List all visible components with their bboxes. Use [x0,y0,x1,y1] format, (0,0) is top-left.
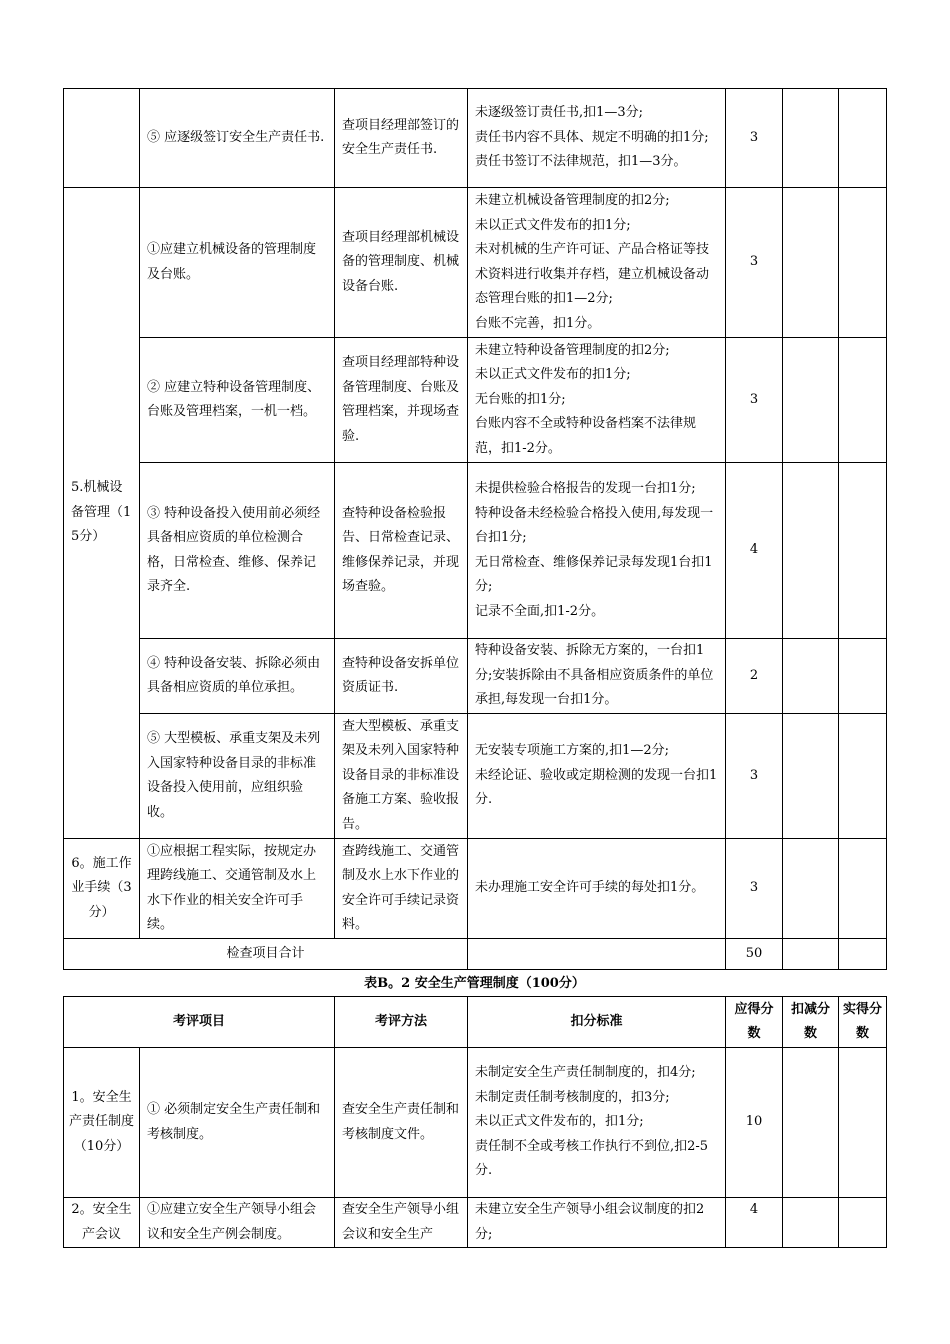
should-score-cell: 3 [726,188,783,338]
criteria-line: 未提供检验合格报告的发现一台扣1分; [475,481,696,496]
actual-score-cell [839,1198,887,1248]
scoring-table-continued [63,88,887,970]
item-cell [64,89,140,188]
deduct-score-cell [783,939,839,970]
deduct-score-cell [783,89,839,188]
table-row [64,714,887,839]
should-score-cell: 3 [726,839,783,939]
method-cell: 查特种设备检验报告、日常检查记录、维修保养记录，并现场查验。 [335,463,468,639]
actual-score-cell [839,714,887,839]
requirement-cell: ①应建立安全生产领导小组会议和安全生产例会制度。 [140,1198,335,1248]
criteria-line: 未建立特种设备管理制度的扣2分; [475,342,670,358]
actual-score-cell [839,338,887,463]
criteria-cell [468,939,726,970]
header-item: 考评项目 [64,997,335,1048]
header-row [64,997,887,1048]
requirement-cell: ② 应建立特种设备管理制度、台账及管理档案，一机一档。 [140,338,335,463]
table-row [64,639,887,714]
method-cell: 查项目经理部签订的安全生产责任书. [335,89,468,188]
criteria-line: 未对机械的生产许可证、产品合格证等技术资料进行收集并存档，建立机械设备动态管理台账的扣1—2分; [475,242,710,306]
header-should-score: 应得分数 [726,997,783,1048]
criteria-line: 未以正式文件发布的扣1分; [475,367,631,383]
criteria-cell [468,639,726,714]
deduct-score-cell [783,338,839,463]
should-score-cell: 2 [726,639,783,714]
criteria-line: 未建立安全生产领导小组会议制度的扣2分; [475,1202,705,1242]
deduct-score-cell [783,463,839,639]
criteria-cell [468,188,726,338]
should-score-cell: 3 [726,89,783,188]
criteria-line: 特种设备未经检验合格投入使用,每发现一台扣1分; [475,505,714,545]
criteria-line: 未办理施工安全许可手续的每处扣1分。 [475,880,705,896]
total-row [64,939,887,970]
requirement-cell: ① 必须制定安全生产责任制和考核制度。 [140,1048,335,1198]
criteria-line: 记录不全面,扣1-2分。 [475,603,605,619]
deduct-score-cell [783,1048,839,1198]
actual-score-cell [839,463,887,639]
table-row [64,338,887,463]
header-actual-score: 实得分数 [839,997,887,1048]
item-cell: 2。安全生产会议 [64,1198,140,1248]
method-cell: 查项目经理部特种设备管理制度、台账及管理档案，并现场查验. [335,338,468,463]
requirement-cell: ④ 特种设备安装、拆除必须由具备相应资质的单位承担。 [140,639,335,714]
method-cell: 查特种设备安拆单位资质证书. [335,639,468,714]
deduct-score-cell [783,839,839,939]
actual-score-cell [839,1048,887,1198]
criteria-line: 台账不完善，扣1分。 [475,315,601,331]
criteria-line: 无台账的扣1分; [475,391,566,407]
criteria-line: 无日常检查、维修保养记录每发现1台扣1分; [475,554,713,594]
table-caption: 表B。2 安全生产管理制度（100分） [364,976,585,991]
criteria-line: 未制定安全生产责任制制度的，扣4分; [475,1065,696,1081]
table-row [64,1048,887,1198]
criteria-line: 未以正式文件发布的，扣1分; [475,1114,644,1130]
requirement-cell: ⑤ 应逐级签订安全生产责任书. [140,89,335,188]
requirement-cell: ⑤ 大型模板、承重支架及未列入国家特种设备目录的非标准设备投入使用前，应组织验收。 [140,714,335,839]
requirement-cell: ①应根据工程实际，按规定办理跨线施工、交通管制及水上水下作业的相关安全许可手续。 [140,839,335,939]
safety-management-table [63,996,887,1248]
criteria-line: 未经论证、验收或定期检测的发现一台扣1分. [475,767,718,808]
criteria-line: 责任书签订不法律规范，扣1—3分。 [475,154,687,170]
criteria-cell [468,463,726,639]
criteria-line: 未逐级签订责任书,扣1—3分; [475,105,644,121]
item-cell: 5.机械设备管理（15分） [64,188,140,839]
criteria-line: 无安装专项施工方案的,扣1—2分; [475,743,670,759]
criteria-cell [468,89,726,188]
criteria-cell [468,1048,726,1198]
item-cell: 6。施工作业手续（3分） [64,839,140,939]
criteria-line: 责任书内容不具体、规定不明确的扣1分; [475,129,709,145]
actual-score-cell [839,188,887,338]
table-row [64,188,887,338]
deduct-score-cell [783,714,839,839]
header-method: 考评方法 [335,997,468,1048]
criteria-line: 责任制不全或考核工作执行不到位,扣2-5分. [475,1138,709,1179]
method-cell: 查大型模板、承重支架及未列入国家特种设备目录的非标准设备施工方案、验收报告。 [335,714,468,839]
table-row [64,89,887,188]
criteria-cell [468,338,726,463]
header-criteria: 扣分标准 [468,997,726,1048]
total-score: 50 [726,939,783,970]
actual-score-cell [839,639,887,714]
criteria-line: 未制定责任制考核制度的，扣3分; [475,1089,670,1105]
should-score-cell: 3 [726,338,783,463]
criteria-line: 未以正式文件发布的扣1分; [475,217,631,233]
deduct-score-cell [783,639,839,714]
criteria-line: 未建立机械设备管理制度的扣2分; [475,193,670,208]
should-score-cell: 10 [726,1048,783,1198]
deduct-score-cell [783,188,839,338]
should-score-cell: 4 [726,463,783,639]
table-row [64,839,887,939]
header-deduct-score: 扣减分数 [783,997,839,1048]
method-cell: 查安全生产责任制和考核制度文件。 [335,1048,468,1198]
requirement-cell: ①应建立机械设备的管理制度及台账。 [140,188,335,338]
requirement-cell: ③ 特种设备投入使用前必须经具备相应资质的单位检测合格，日常检查、维修、保养记录齐全. [140,463,335,639]
should-score-cell: 3 [726,714,783,839]
criteria-cell [468,1198,726,1248]
total-label: 检查项目合计 [64,939,468,970]
table-row [64,463,887,639]
method-cell: 查项目经理部机械设备的管理制度、机械设备台账. [335,188,468,338]
criteria-line: 特种设备安装、拆除无方案的，一台扣1分;安装拆除由不具备相应资质条件的单位承担,每发现一台扣1分。 [475,643,714,708]
actual-score-cell [839,939,887,970]
should-score-cell: 4 [726,1198,783,1248]
table-row [64,1198,887,1248]
item-cell: 1。安全生产责任制度（10分） [64,1048,140,1198]
criteria-line: 台账内容不全或特种设备档案不法律规范，扣1-2分。 [475,416,697,456]
method-cell: 查跨线施工、交通管制及水上水下作业的安全许可手续记录资料。 [335,839,468,939]
actual-score-cell [839,839,887,939]
criteria-cell [468,839,726,939]
actual-score-cell [839,89,887,188]
method-cell: 查安全生产领导小组会议和安全生产 [335,1198,468,1248]
criteria-cell [468,714,726,839]
deduct-score-cell [783,1198,839,1248]
